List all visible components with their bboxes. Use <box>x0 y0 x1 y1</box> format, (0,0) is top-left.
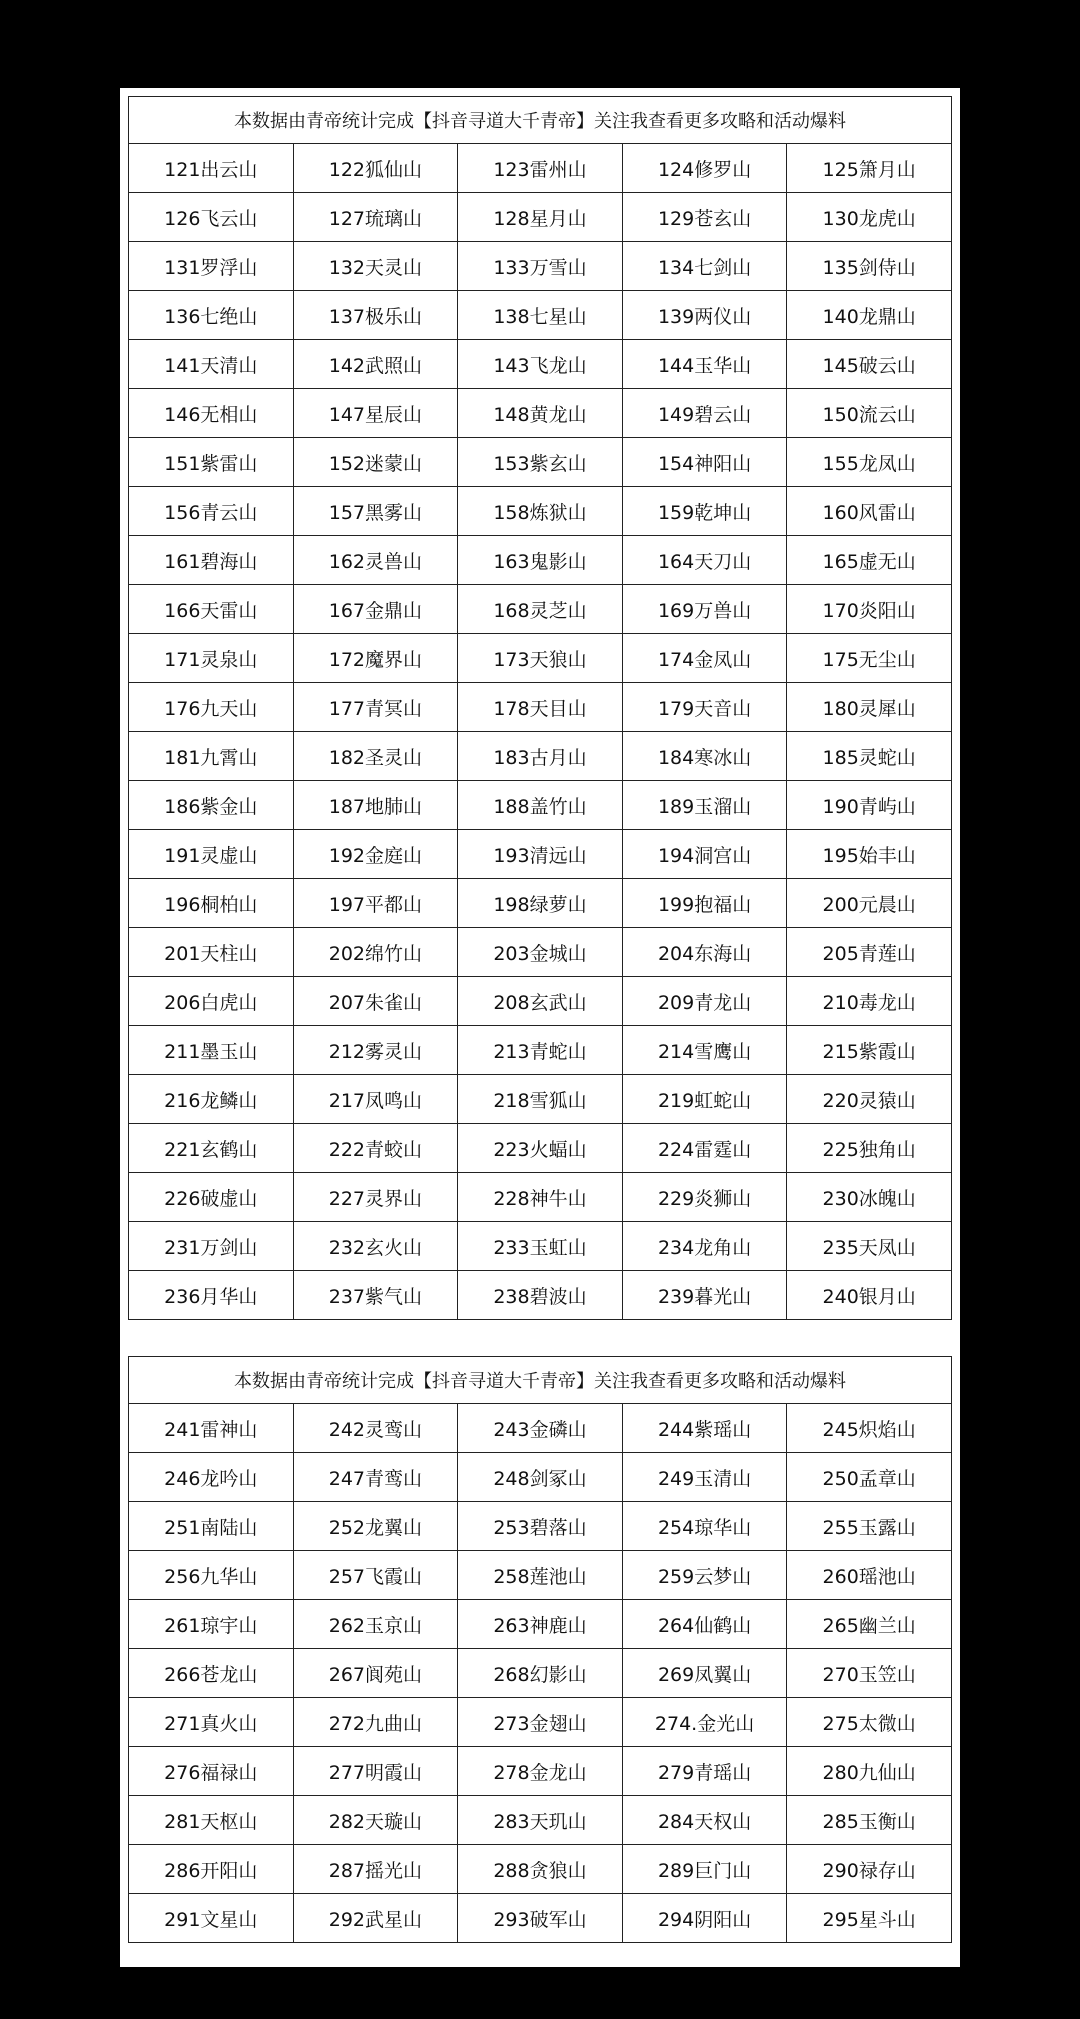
table-cell: 125箫月山 <box>787 144 952 193</box>
table-cell: 136七绝山 <box>129 291 294 340</box>
table-row <box>129 1894 952 1943</box>
table-cell: 157黑雾山 <box>293 487 458 536</box>
table-cell: 279青瑶山 <box>622 1747 787 1796</box>
table-cell: 212雾灵山 <box>293 1026 458 1075</box>
table-cell: 149碧云山 <box>622 389 787 438</box>
table-cell: 234龙角山 <box>622 1222 787 1271</box>
table-cell: 146无相山 <box>129 389 294 438</box>
data-sheet <box>120 88 960 1967</box>
table-cell: 235天凤山 <box>787 1222 952 1271</box>
table-cell: 207朱雀山 <box>293 977 458 1026</box>
table-cell: 248剑冢山 <box>458 1453 623 1502</box>
table-cell: 156青云山 <box>129 487 294 536</box>
table-cell: 255玉露山 <box>787 1502 952 1551</box>
table-row <box>129 1453 952 1502</box>
table-cell: 275太微山 <box>787 1698 952 1747</box>
table-cell: 264仙鹤山 <box>622 1600 787 1649</box>
table-cell: 189玉溜山 <box>622 781 787 830</box>
table-cell: 269凤翼山 <box>622 1649 787 1698</box>
table-header: 本数据由青帝统计完成【抖音寻道大千青帝】关注我查看更多攻略和活动爆料 <box>129 97 952 144</box>
table-row <box>129 1698 952 1747</box>
table-row <box>129 1502 952 1551</box>
table-row <box>129 389 952 438</box>
table-cell: 161碧海山 <box>129 536 294 585</box>
table-cell: 190青屿山 <box>787 781 952 830</box>
table-cell: 251南陆山 <box>129 1502 294 1551</box>
table-cell: 131罗浮山 <box>129 242 294 291</box>
table-cell: 178天目山 <box>458 683 623 732</box>
table-cell: 163鬼影山 <box>458 536 623 585</box>
table-cell: 215紫霞山 <box>787 1026 952 1075</box>
table-cell: 232玄火山 <box>293 1222 458 1271</box>
table-cell: 211墨玉山 <box>129 1026 294 1075</box>
table-cell: 153紫玄山 <box>458 438 623 487</box>
table-row <box>129 781 952 830</box>
table-cell: 197平都山 <box>293 879 458 928</box>
table-cell: 152迷蒙山 <box>293 438 458 487</box>
table-cell: 174金凤山 <box>622 634 787 683</box>
table-row <box>129 977 952 1026</box>
table-cell: 216龙鳞山 <box>129 1075 294 1124</box>
table-row <box>129 1404 952 1453</box>
table-cell: 217凤鸣山 <box>293 1075 458 1124</box>
table-cell: 286开阳山 <box>129 1845 294 1894</box>
table-cell: 191灵虚山 <box>129 830 294 879</box>
table-cell: 266苍龙山 <box>129 1649 294 1698</box>
table-cell: 166天雷山 <box>129 585 294 634</box>
table-cell: 143飞龙山 <box>458 340 623 389</box>
table-row <box>129 1124 952 1173</box>
table-cell: 294阴阳山 <box>622 1894 787 1943</box>
table-cell: 155龙凤山 <box>787 438 952 487</box>
table-cell: 262玉京山 <box>293 1600 458 1649</box>
table-cell: 230冰魄山 <box>787 1173 952 1222</box>
mountain-table-2 <box>128 1356 952 1943</box>
table-row <box>129 634 952 683</box>
table-cell: 214雪鹰山 <box>622 1026 787 1075</box>
table-cell: 292武星山 <box>293 1894 458 1943</box>
table-cell: 228神牛山 <box>458 1173 623 1222</box>
table-cell: 173天狼山 <box>458 634 623 683</box>
table-cell: 139两仪山 <box>622 291 787 340</box>
table-cell: 258莲池山 <box>458 1551 623 1600</box>
table-cell: 135剑侍山 <box>787 242 952 291</box>
table-cell: 182圣灵山 <box>293 732 458 781</box>
table-row <box>129 928 952 977</box>
table-cell: 241雷神山 <box>129 1404 294 1453</box>
table-cell: 239暮光山 <box>622 1271 787 1320</box>
table-row <box>129 1649 952 1698</box>
table-cell: 282天璇山 <box>293 1796 458 1845</box>
table-row <box>129 242 952 291</box>
table-cell: 284天权山 <box>622 1796 787 1845</box>
table-cell: 126飞云山 <box>129 193 294 242</box>
table-row <box>129 193 952 242</box>
table-cell: 165虚无山 <box>787 536 952 585</box>
table-cell: 242灵鸾山 <box>293 1404 458 1453</box>
table-cell: 138七星山 <box>458 291 623 340</box>
table-cell: 196桐柏山 <box>129 879 294 928</box>
table-cell: 187地肺山 <box>293 781 458 830</box>
table-cell: 261琼宇山 <box>129 1600 294 1649</box>
table-cell: 271真火山 <box>129 1698 294 1747</box>
table-cell: 213青蛇山 <box>458 1026 623 1075</box>
table-cell: 283天玑山 <box>458 1796 623 1845</box>
table-cell: 176九天山 <box>129 683 294 732</box>
table-cell: 252龙翼山 <box>293 1502 458 1551</box>
table-cell: 181九霄山 <box>129 732 294 781</box>
table-cell: 134七剑山 <box>622 242 787 291</box>
table-cell: 172魔界山 <box>293 634 458 683</box>
table-cell: 257飞霞山 <box>293 1551 458 1600</box>
table-cell: 276福禄山 <box>129 1747 294 1796</box>
table-cell: 122狐仙山 <box>293 144 458 193</box>
table-cell: 184寒冰山 <box>622 732 787 781</box>
table-cell: 222青蛟山 <box>293 1124 458 1173</box>
mountain-table-1 <box>128 96 952 1320</box>
table-cell: 133万雪山 <box>458 242 623 291</box>
table-cell: 202绵竹山 <box>293 928 458 977</box>
table-cell: 175无尘山 <box>787 634 952 683</box>
table-cell: 147星辰山 <box>293 389 458 438</box>
table-row <box>129 1222 952 1271</box>
table-row <box>129 732 952 781</box>
table-cell: 225独角山 <box>787 1124 952 1173</box>
table-cell: 177青冥山 <box>293 683 458 732</box>
table-cell: 142武照山 <box>293 340 458 389</box>
table-cell: 259云梦山 <box>622 1551 787 1600</box>
table-cell: 159乾坤山 <box>622 487 787 536</box>
table-cell: 128星月山 <box>458 193 623 242</box>
table-row <box>129 1796 952 1845</box>
table-cell: 288贪狼山 <box>458 1845 623 1894</box>
table-cell: 170炎阳山 <box>787 585 952 634</box>
table-cell: 206白虎山 <box>129 977 294 1026</box>
table-cell: 247青鸾山 <box>293 1453 458 1502</box>
table-cell: 274.金光山 <box>622 1698 787 1747</box>
table-cell: 272九曲山 <box>293 1698 458 1747</box>
table-row <box>129 1271 952 1320</box>
table-row <box>129 1026 952 1075</box>
table-cell: 246龙吟山 <box>129 1453 294 1502</box>
table-cell: 243金磷山 <box>458 1404 623 1453</box>
table-row <box>129 487 952 536</box>
table-block-1 <box>128 96 952 1320</box>
table-cell: 195始丰山 <box>787 830 952 879</box>
table-cell: 208玄武山 <box>458 977 623 1026</box>
table-row <box>129 879 952 928</box>
table-cell: 295星斗山 <box>787 1894 952 1943</box>
table-cell: 273金翅山 <box>458 1698 623 1747</box>
table-cell: 245炽焰山 <box>787 1404 952 1453</box>
table-cell: 162灵兽山 <box>293 536 458 585</box>
table-cell: 124修罗山 <box>622 144 787 193</box>
table-cell: 293破军山 <box>458 1894 623 1943</box>
table-cell: 204东海山 <box>622 928 787 977</box>
table-cell: 203金城山 <box>458 928 623 977</box>
table-cell: 209青龙山 <box>622 977 787 1026</box>
table-cell: 193清远山 <box>458 830 623 879</box>
table-block-2 <box>128 1356 952 1943</box>
table-cell: 244紫瑶山 <box>622 1404 787 1453</box>
table-cell: 145破云山 <box>787 340 952 389</box>
table-cell: 183古月山 <box>458 732 623 781</box>
table-cell: 201天柱山 <box>129 928 294 977</box>
table-row <box>129 438 952 487</box>
table-cell: 236月华山 <box>129 1271 294 1320</box>
table-cell: 223火蝠山 <box>458 1124 623 1173</box>
table-cell: 132天灵山 <box>293 242 458 291</box>
table-cell: 148黄龙山 <box>458 389 623 438</box>
table-cell: 238碧波山 <box>458 1271 623 1320</box>
table-row <box>129 291 952 340</box>
table-cell: 237紫气山 <box>293 1271 458 1320</box>
table-cell: 285玉衡山 <box>787 1796 952 1845</box>
table-cell: 188盖竹山 <box>458 781 623 830</box>
table-row <box>129 683 952 732</box>
table-cell: 171灵泉山 <box>129 634 294 683</box>
table-row <box>129 585 952 634</box>
table-cell: 270玉笠山 <box>787 1649 952 1698</box>
table-row <box>129 1075 952 1124</box>
table-cell: 169万兽山 <box>622 585 787 634</box>
table-cell: 220灵猿山 <box>787 1075 952 1124</box>
table-cell: 268幻影山 <box>458 1649 623 1698</box>
table-cell: 254琼华山 <box>622 1502 787 1551</box>
table-cell: 151紫雷山 <box>129 438 294 487</box>
table-cell: 200元晨山 <box>787 879 952 928</box>
table-row <box>129 1600 952 1649</box>
table-row <box>129 1173 952 1222</box>
table-row <box>129 144 952 193</box>
table-cell: 229炎狮山 <box>622 1173 787 1222</box>
table-cell: 150流云山 <box>787 389 952 438</box>
table-cell: 224雷霆山 <box>622 1124 787 1173</box>
table-cell: 168灵芝山 <box>458 585 623 634</box>
table-row <box>129 830 952 879</box>
table-row <box>129 1551 952 1600</box>
table-cell: 291文星山 <box>129 1894 294 1943</box>
table-cell: 127琉璃山 <box>293 193 458 242</box>
table-cell: 278金龙山 <box>458 1747 623 1796</box>
table-cell: 144玉华山 <box>622 340 787 389</box>
table-cell: 256九华山 <box>129 1551 294 1600</box>
table-cell: 233玉虹山 <box>458 1222 623 1271</box>
table-cell: 290禄存山 <box>787 1845 952 1894</box>
table-cell: 141天清山 <box>129 340 294 389</box>
table-cell: 260瑶池山 <box>787 1551 952 1600</box>
table-row <box>129 340 952 389</box>
table-cell: 227灵界山 <box>293 1173 458 1222</box>
table-row <box>129 1747 952 1796</box>
table-cell: 186紫金山 <box>129 781 294 830</box>
header-row <box>129 1357 952 1404</box>
table-cell: 281天枢山 <box>129 1796 294 1845</box>
table-cell: 250孟章山 <box>787 1453 952 1502</box>
table-cell: 253碧落山 <box>458 1502 623 1551</box>
table-cell: 179天音山 <box>622 683 787 732</box>
table-cell: 185灵蛇山 <box>787 732 952 781</box>
table-cell: 123雷州山 <box>458 144 623 193</box>
table-cell: 210毒龙山 <box>787 977 952 1026</box>
table-cell: 205青莲山 <box>787 928 952 977</box>
table-cell: 130龙虎山 <box>787 193 952 242</box>
table-cell: 221玄鹤山 <box>129 1124 294 1173</box>
table-cell: 280九仙山 <box>787 1747 952 1796</box>
table-cell: 180灵犀山 <box>787 683 952 732</box>
table-row <box>129 1845 952 1894</box>
table-cell: 198绿萝山 <box>458 879 623 928</box>
table-cell: 265幽兰山 <box>787 1600 952 1649</box>
table-cell: 218雪狐山 <box>458 1075 623 1124</box>
table-header: 本数据由青帝统计完成【抖音寻道大千青帝】关注我查看更多攻略和活动爆料 <box>129 1357 952 1404</box>
table-cell: 231万剑山 <box>129 1222 294 1271</box>
table-cell: 267阆苑山 <box>293 1649 458 1698</box>
table-cell: 121出云山 <box>129 144 294 193</box>
table-cell: 129苍玄山 <box>622 193 787 242</box>
table-cell: 240银月山 <box>787 1271 952 1320</box>
table-cell: 140龙鼎山 <box>787 291 952 340</box>
table-cell: 158炼狱山 <box>458 487 623 536</box>
table-cell: 226破虚山 <box>129 1173 294 1222</box>
header-row <box>129 97 952 144</box>
table-cell: 199抱福山 <box>622 879 787 928</box>
table-cell: 194洞宫山 <box>622 830 787 879</box>
table-cell: 167金鼎山 <box>293 585 458 634</box>
table-cell: 277明霞山 <box>293 1747 458 1796</box>
table-row <box>129 536 952 585</box>
table-cell: 263神鹿山 <box>458 1600 623 1649</box>
table-cell: 164天刀山 <box>622 536 787 585</box>
table-cell: 287摇光山 <box>293 1845 458 1894</box>
table-cell: 192金庭山 <box>293 830 458 879</box>
table-cell: 249玉清山 <box>622 1453 787 1502</box>
table-cell: 289巨门山 <box>622 1845 787 1894</box>
table-cell: 219虹蛇山 <box>622 1075 787 1124</box>
table-cell: 160风雷山 <box>787 487 952 536</box>
table-cell: 137极乐山 <box>293 291 458 340</box>
table-cell: 154神阳山 <box>622 438 787 487</box>
